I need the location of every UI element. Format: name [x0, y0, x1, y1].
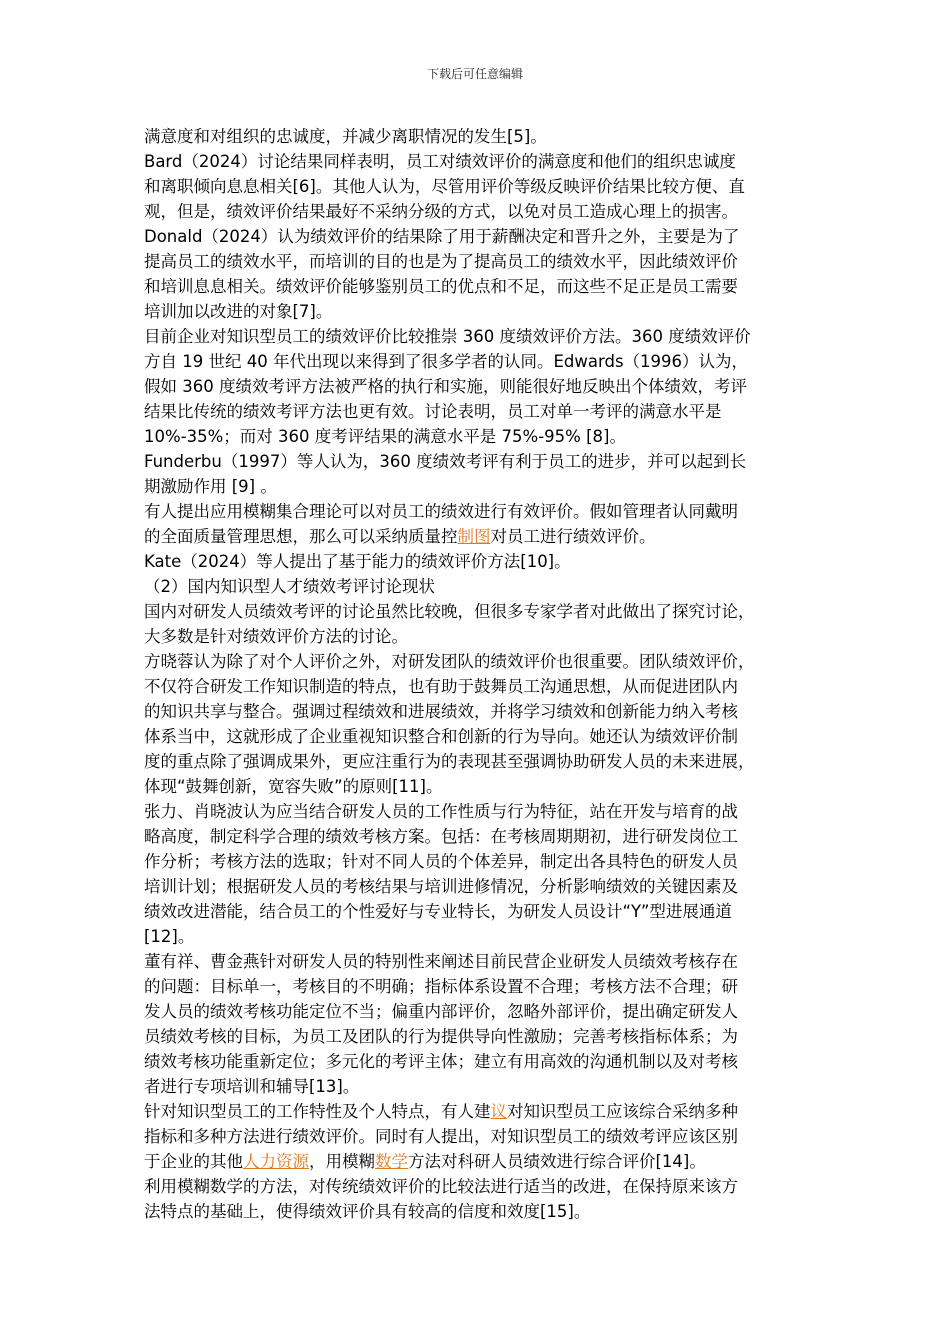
text-segment: 的全面质量管理思想，那么可以采纳质量控: [144, 527, 458, 546]
text-segment: 者进行专项培训和辅导[13]。: [144, 1077, 360, 1096]
text-line: [144, 1199, 812, 1224]
text-segment: 观，但是，绩效评价结果最好不采纳分级的方式，以免对员工造成心理上的损害。: [144, 202, 738, 221]
text-line: [144, 149, 812, 174]
text-line: [144, 674, 812, 699]
text-line: [144, 1099, 812, 1124]
text-line: [144, 624, 812, 649]
text-segment: 培训加以改进的对象[7]。: [144, 302, 333, 321]
text-segment: 有人提出应用模糊集合理论可以对员工的绩效进行有效评价。假如管理者认同戴明: [144, 502, 738, 521]
text-line: [144, 599, 812, 624]
text-segment: 张力、肖晓波认为应当结合研发人员的工作性质与行为特征，站在开发与培育的战: [144, 802, 738, 821]
text-segment: 和离职倾向息息相关[6]。其他人认为，尽管用评价等级反映评价结果比较方便、直: [144, 177, 745, 196]
text-segment: 满意度和对组织的忠诚度，并减少离职情况的发生[5]。: [144, 127, 547, 146]
text-segment: 发人员的绩效考核功能定位不当；偏重内部评价，忽略外部评价，提出确定研发人: [144, 1002, 738, 1021]
text-line: [144, 1074, 812, 1099]
text-line: [144, 324, 812, 349]
inline-link[interactable]: 人力资源: [243, 1152, 309, 1171]
text-segment: Kate（2024）等人提出了基于能力的绩效评价方法[10]。: [144, 552, 571, 571]
text-segment: 体现“鼓舞创新，宽容失败”的原则[11]。: [144, 777, 443, 796]
text-segment: 方晓蓉认为除了对个人评价之外，对研发团队的绩效评价也很重要。团队绩效评价，: [144, 652, 755, 671]
text-line: [144, 424, 812, 449]
text-segment: [12]。: [144, 927, 195, 946]
text-line: [144, 174, 812, 199]
text-segment: 期激励作用 [9] 。: [144, 477, 277, 496]
text-segment: 不仅符合研发工作知识制造的特点，也有助于鼓舞员工沟通思想，从而促进团队内: [144, 677, 738, 696]
text-line: [144, 774, 812, 799]
text-line: [144, 949, 812, 974]
text-line: [144, 749, 812, 774]
text-segment: 董有祥、曹金燕针对研发人员的特别性来阐述目前民营企业研发人员绩效考核存在: [144, 952, 738, 971]
text-line: [144, 924, 812, 949]
text-line: [144, 1149, 812, 1174]
text-line: [144, 899, 812, 924]
text-line: [144, 649, 812, 674]
text-segment: 的问题：目标单一，考核目的不明确；指标体系设置不合理；考核方法不合理；研: [144, 977, 738, 996]
text-segment: 员绩效考核的目标，为员工及团队的行为提供导向性激励；完善考核指标体系；为: [144, 1027, 738, 1046]
text-line: [144, 349, 812, 374]
text-line: [144, 1024, 812, 1049]
text-segment: 方法对科研人员绩效进行综合评价[14]。: [408, 1152, 706, 1171]
text-segment: 假如 360 度绩效考评方法被严格的执行和实施，则能很好地反映出个体绩效，考评: [144, 377, 747, 396]
text-segment: 作分析；考核方法的选取；针对不同人员的个体差异，制定出各具特色的研发人员: [144, 852, 738, 871]
text-segment: 对员工进行绩效评价。: [490, 527, 656, 546]
text-segment: Funderbu（1997）等人认为，360 度绩效考评有利于员工的进步，并可以起到长: [144, 452, 747, 471]
text-line: [144, 549, 812, 574]
text-line: [144, 574, 812, 599]
text-segment: 方自 19 世纪 40 年代出现以来得到了很多学者的认同。Edwards（1996）认为，: [144, 352, 749, 371]
document-body: [144, 124, 812, 1224]
text-segment: ，用模糊: [309, 1152, 375, 1171]
text-segment: 10%-35%；而对 360 度考评结果的满意水平是 75%-95% [8]。: [144, 427, 626, 446]
text-segment: 指标和多种方法进行绩效评价。同时有人提出，对知识型员工的绩效考评应该区别: [144, 1127, 738, 1146]
text-segment: 大多数是针对绩效评价方法的讨论。: [144, 627, 408, 646]
text-segment: 国内对研发人员绩效考评的讨论虽然比较晚，但很多专家学者对此做出了探究讨论，: [144, 602, 755, 621]
text-segment: Donald（2024）认为绩效评价的结果除了用于薪酬决定和晋升之外，主要是为了: [144, 227, 740, 246]
text-line: [144, 199, 812, 224]
text-segment: Bard（2024）讨论结果同样表明，员工对绩效评价的满意度和他们的组织忠诚度: [144, 152, 736, 171]
text-line: [144, 824, 812, 849]
text-segment: 提高员工的绩效水平，而培训的目的也是为了提高员工的绩效水平，因此绩效评价: [144, 252, 738, 271]
text-line: [144, 224, 812, 249]
text-segment: 略高度，制定科学合理的绩效考核方案。包括：在考核周期期初，进行研发岗位工: [144, 827, 738, 846]
text-line: [144, 799, 812, 824]
text-segment: （2）国内知识型人才绩效考评讨论现状: [144, 577, 435, 596]
text-line: [144, 1124, 812, 1149]
text-line: [144, 399, 812, 424]
inline-link[interactable]: 议: [490, 1102, 507, 1121]
text-line: [144, 524, 812, 549]
text-line: [144, 1049, 812, 1074]
text-segment: 和培训息息相关。绩效评价能够鉴别员工的优点和不足，而这些不足正是员工需要: [144, 277, 738, 296]
text-line: [144, 724, 812, 749]
text-line: [144, 1174, 812, 1199]
text-segment: 绩效考核功能重新定位；多元化的考评主体；建立有用高效的沟通机制以及对考核: [144, 1052, 738, 1071]
text-segment: 度的重点除了强调成果外，更应注重行为的表现甚至强调协助研发人员的未来进展，: [144, 752, 755, 771]
text-segment: 体系当中，这就形成了企业重视知识整合和创新的行为导向。她还认为绩效评价制: [144, 727, 738, 746]
text-line: [144, 874, 812, 899]
text-line: [144, 124, 812, 149]
text-line: [144, 474, 812, 499]
text-segment: 于企业的其他: [144, 1152, 243, 1171]
text-segment: 利用模糊数学的方法，对传统绩效评价的比较法进行适当的改进，在保持原来该方: [144, 1177, 738, 1196]
inline-link[interactable]: 数学: [375, 1152, 408, 1171]
text-segment: 结果比传统的绩效考评方法也更有效。讨论表明，员工对单一考评的满意水平是: [144, 402, 722, 421]
text-line: [144, 849, 812, 874]
text-line: [144, 374, 812, 399]
text-line: [144, 299, 812, 324]
text-segment: 绩效改进潜能，结合员工的个性爱好与专业特长，为研发人员设计“Y”型进展通道: [144, 902, 732, 921]
text-segment: 法特点的基础上，使得绩效评价具有较高的信度和效度[15]。: [144, 1202, 591, 1221]
text-segment: 对知识型员工应该综合采纳多种: [507, 1102, 738, 1121]
text-segment: 培训计划；根据研发人员的考核结果与培训进修情况，分析影响绩效的关键因素及: [144, 877, 738, 896]
text-line: [144, 274, 812, 299]
text-segment: 针对知识型员工的工作特性及个人特点，有人建: [144, 1102, 491, 1121]
text-line: [144, 499, 812, 524]
text-segment: 目前企业对知识型员工的绩效评价比较推崇 360 度绩效评价方法。360 度绩效评价: [144, 327, 751, 346]
text-line: [144, 699, 812, 724]
text-segment: 的知识共享与整合。强调过程绩效和进展绩效，并将学习绩效和创新能力纳入考核: [144, 702, 738, 721]
text-line: [144, 449, 812, 474]
text-line: [144, 999, 812, 1024]
text-line: [144, 974, 812, 999]
text-line: [144, 249, 812, 274]
page-header: 下载后可任意编辑: [426, 67, 523, 81]
inline-link[interactable]: 制图: [457, 527, 491, 546]
